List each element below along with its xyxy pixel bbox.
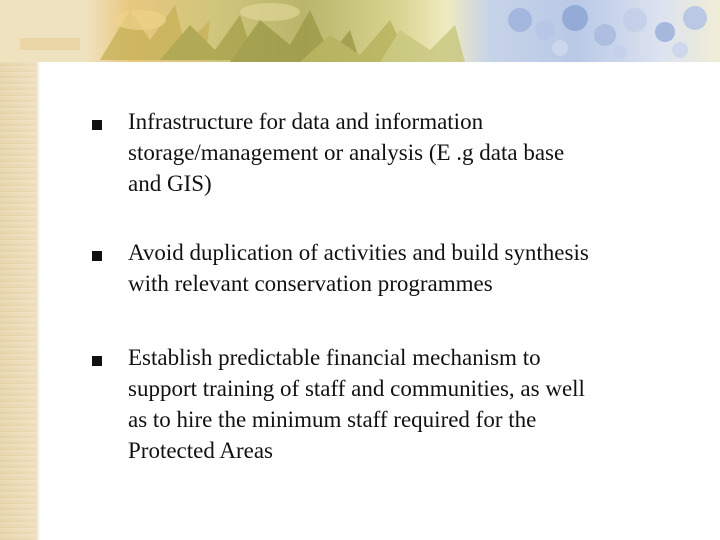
leaf-flower-decoration-icon xyxy=(0,0,720,62)
floral-banner xyxy=(0,0,720,62)
bullet-text: Establish predictable financial mechanism to support training of staff and communities, as well as to hire the minimum staff required for the Protected Areas xyxy=(128,345,585,463)
bullet-text: Avoid duplication of activities and build synthesis with relevant conservation programmes xyxy=(128,240,589,296)
bullet-square-icon xyxy=(92,120,102,130)
panel-edge xyxy=(36,62,40,540)
parchment-strip xyxy=(0,0,36,540)
content-panel xyxy=(36,62,720,540)
bullet-square-icon xyxy=(92,356,102,366)
bullet-list xyxy=(36,62,720,540)
bullet-text: Infrastructure for data and information storage/management or analysis (E .g data base and GIS) xyxy=(128,109,565,196)
bullet-square-icon xyxy=(92,251,102,261)
